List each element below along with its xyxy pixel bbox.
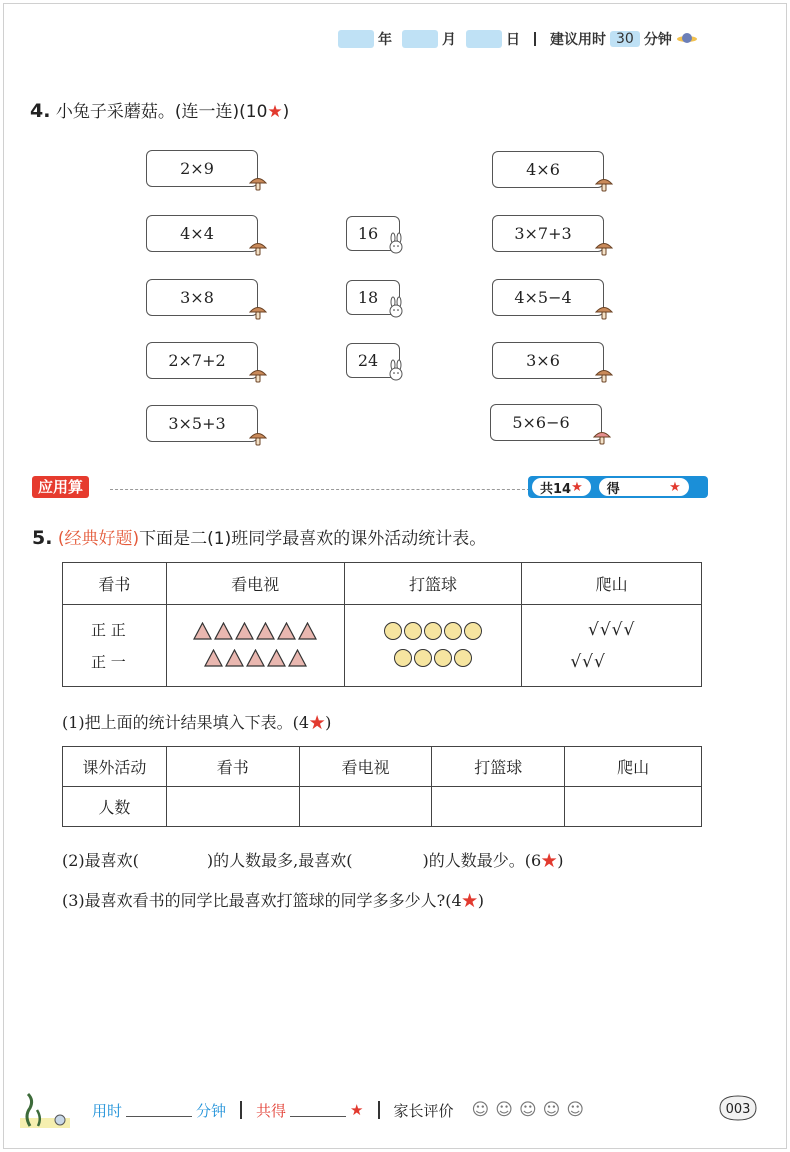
hiking-checks: √√√√ √√√ [522, 605, 702, 687]
question-5-title: 5. (经典好题)下面是二(1)班同学最喜欢的课外活动统计表。 [32, 527, 487, 549]
header-basketball: 打篮球 [344, 563, 522, 605]
circle-icon [444, 622, 462, 640]
rabbit-box-1[interactable]: 16 [346, 216, 400, 251]
month-blank[interactable] [402, 30, 438, 48]
sub-question-2: (2)最喜欢( )的人数最多,最喜欢( )的人数最少。(6★) [62, 851, 564, 870]
answer-cell-reading[interactable] [166, 787, 299, 827]
section-divider [110, 489, 530, 490]
suggest-time-label: 建议用时 [550, 32, 606, 48]
triangle-icon [298, 622, 317, 640]
mushroom-icon [249, 239, 267, 257]
triangle-icon [193, 622, 212, 640]
triangle-icon [277, 622, 296, 640]
triangle-icon [214, 622, 233, 640]
page-number-badge [716, 1092, 760, 1122]
seaweed-icon [20, 1092, 70, 1128]
triangle-icon [246, 649, 265, 667]
answer-cell-basketball[interactable] [432, 787, 565, 827]
triangle-icon [235, 622, 254, 640]
result-table [62, 746, 702, 827]
header-reading: 看书 [166, 747, 299, 787]
mushroom-box-left-4[interactable]: 2×7+2 [146, 342, 258, 379]
header-hiking: 爬山 [565, 747, 702, 787]
minutes-unit: 分钟 [643, 32, 672, 48]
circle-icon [414, 649, 432, 667]
mushroom-icon [595, 366, 613, 384]
day-blank[interactable] [466, 30, 502, 48]
mushroom-box-right-2[interactable]: 3×7+3 [492, 215, 604, 252]
divider [534, 32, 536, 46]
star-icon: ★ [461, 891, 478, 910]
circle-icon [464, 622, 482, 640]
mushroom-icon [249, 303, 267, 321]
circle-icon [384, 622, 402, 640]
mushroom-box-left-3[interactable]: 3×8 [146, 279, 258, 316]
star-icon: ★ [267, 102, 283, 122]
mushroom-icon [249, 429, 267, 447]
classic-tag: (经典好题) [57, 529, 140, 549]
earned-stars[interactable]: 得 ★ [599, 478, 689, 496]
time-blank[interactable] [126, 1103, 192, 1117]
star-icon: ★ [541, 851, 558, 870]
circle-icon [404, 622, 422, 640]
header-tv: 看电视 [299, 747, 432, 787]
triangle-icon [267, 649, 286, 667]
mushroom-box-left-2[interactable]: 4×4 [146, 215, 258, 252]
score-panel [528, 476, 708, 498]
triangle-icon [256, 622, 275, 640]
planet-icon [676, 32, 698, 46]
smiley-rating[interactable]: ☺☺☺☺☺ [471, 1100, 591, 1120]
header-basketball: 打篮球 [432, 747, 565, 787]
rabbit-box-2[interactable]: 18 [346, 280, 400, 315]
mushroom-box-right-4[interactable]: 3×6 [492, 342, 604, 379]
divider [240, 1101, 242, 1119]
answer-cell-hiking[interactable] [565, 787, 702, 827]
mushroom-box-right-5[interactable]: 5×6−6 [490, 404, 602, 441]
mushroom-icon [249, 366, 267, 384]
circle-icon [454, 649, 472, 667]
mushroom-icon [593, 428, 611, 446]
circle-icon [394, 649, 412, 667]
mushroom-box-left-1[interactable]: 2×9 [146, 150, 258, 187]
star-icon: ★ [669, 479, 681, 495]
header-activity: 课外活动 [63, 747, 167, 787]
answer-cell-tv[interactable] [299, 787, 432, 827]
mushroom-box-left-5[interactable]: 3×5+3 [146, 405, 258, 442]
date-header: 年 月 日 建议用时 30 分钟 [338, 28, 698, 50]
year-blank[interactable] [338, 30, 374, 48]
sub-question-3: (3)最喜欢看书的同学比最喜欢打篮球的同学多多少人?(4★) [62, 891, 484, 910]
rabbit-icon [387, 232, 405, 254]
sub-question-1: (1)把上面的统计结果填入下表。(4★) [62, 713, 332, 732]
triangle-icon [204, 649, 223, 667]
page-number: 003 [725, 1102, 751, 1117]
tally-table [62, 562, 702, 687]
suggest-minutes: 30 [610, 31, 640, 47]
score-blank[interactable] [290, 1103, 346, 1117]
section-title: 应用算 [32, 476, 89, 498]
reading-tally: 正 正 正 一 [63, 605, 167, 687]
mushroom-box-right-3[interactable]: 4×5−4 [492, 279, 604, 316]
triangle-icon [225, 649, 244, 667]
tv-triangles [166, 605, 344, 687]
basketball-circles [344, 605, 522, 687]
triangle-icon [288, 649, 307, 667]
mushroom-icon [595, 303, 613, 321]
mushroom-icon [595, 175, 613, 193]
rabbit-icon [387, 359, 405, 381]
mushroom-icon [595, 239, 613, 257]
footer: 用时 分钟 共得 ★ 家长评价 ☺☺☺☺☺ 003 [20, 1092, 760, 1128]
header-hiking: 爬山 [522, 563, 702, 605]
rabbit-icon [387, 296, 405, 318]
circle-icon [424, 622, 442, 640]
header-tv: 看电视 [166, 563, 344, 605]
rabbit-box-3[interactable]: 24 [346, 343, 400, 378]
star-icon: ★ [350, 1101, 364, 1119]
mushroom-box-right-1[interactable]: 4×6 [492, 151, 604, 188]
header-reading: 看书 [63, 563, 167, 605]
star-icon: ★ [309, 713, 326, 732]
mushroom-icon [249, 174, 267, 192]
divider [378, 1101, 380, 1119]
row-label-count: 人数 [63, 787, 167, 827]
total-stars: 共14 ★ [532, 478, 591, 496]
section-bar [32, 476, 708, 498]
star-icon: ★ [571, 479, 583, 495]
circle-icon [434, 649, 452, 667]
question-4-title: 4. 小兔子采蘑菇。(连一连)(10★) [30, 100, 290, 122]
